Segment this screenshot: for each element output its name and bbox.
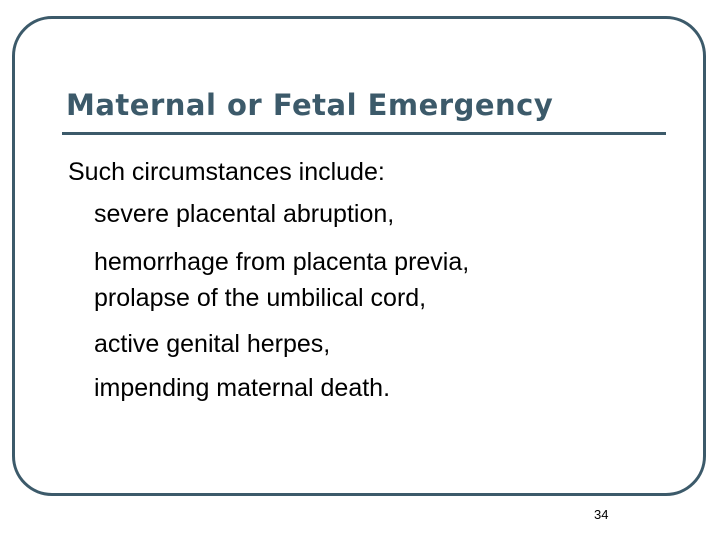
list-item: hemorrhage from placenta previa,	[94, 248, 470, 276]
list-item: impending maternal death.	[94, 374, 391, 402]
list-item: severe placental abruption,	[94, 200, 395, 228]
title-underline	[62, 132, 666, 135]
list-item: active genital herpes,	[94, 330, 331, 358]
intro-text: Such circumstances include:	[68, 158, 385, 186]
list-item: prolapse of the umbilical cord,	[94, 284, 427, 312]
slide-title: Maternal or Fetal Emergency	[66, 88, 554, 122]
page-number: 34	[594, 507, 609, 522]
